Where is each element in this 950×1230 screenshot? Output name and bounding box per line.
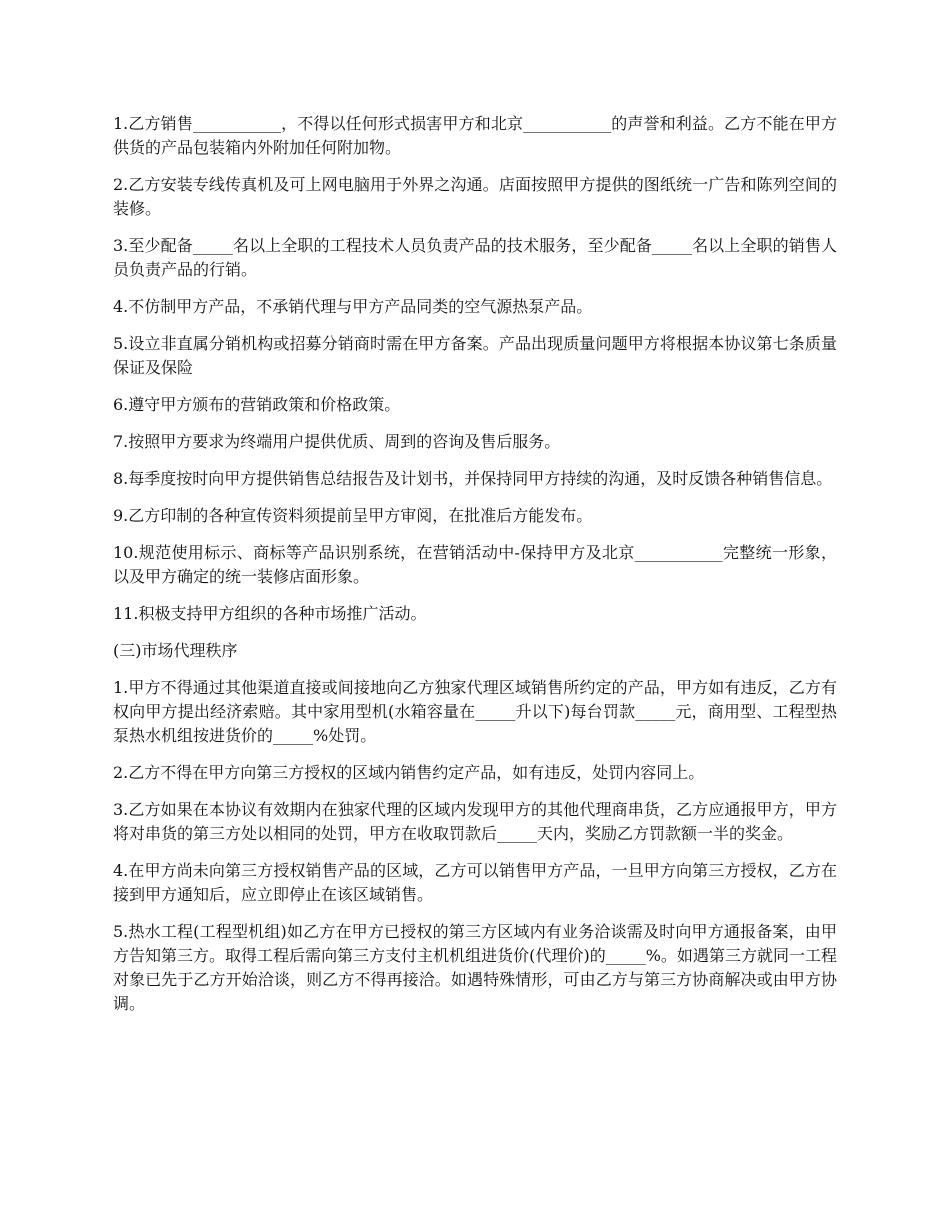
paragraph-2: 2.乙方安装专线传真机及可上网电脑用于外界之沟通。店面按照甲方提供的图纸统一广告和陈列空间的装修。 — [113, 175, 837, 218]
market-paragraph-4: 4.在甲方尚未向第三方授权销售产品的区域，乙方可以销售甲方产品，一旦甲方向第三方授权，乙方在接到甲方通知后，应立即停止在该区域销售。 — [113, 861, 837, 904]
paragraph-4: 4.不仿制甲方产品，不承销代理与甲方产品同类的空气源热泵产品。 — [113, 297, 593, 316]
document-page — [113, 112, 837, 1029]
market-paragraph-3: 3.乙方如果在本协议有效期内在独家代理的区域内发现甲方的其他代理商串货，乙方应通报甲方，甲方将对串货的第三方处以相同的处罚，甲方在收取罚款后_____天内，奖励乙方罚款额一半的奖金。 — [113, 800, 837, 843]
paragraph-11: 11.积极支持甲方组织的各种市场推广活动。 — [113, 604, 427, 623]
market-paragraph-5: 5.热水工程(工程型机组)如乙方在甲方已授权的第三方区域内有业务洽谈需及时向甲方通报备案，由甲方告知第三方。取得工程后需向第三方支付主机机组进货价(代理价)的_____%。如遇第三方就同一工程对象已先于乙方开始洽谈，则乙方不得再接洽。如遇特殊情形，可由乙方与第三方协商解决或由甲方协调。 — [113, 922, 837, 1013]
paragraph-7: 7.按照甲方要求为终端用户提供优质、周到的咨询及售后服务。 — [113, 432, 561, 451]
paragraph-5: 5.设立非直属分销机构或招募分销商时需在甲方备案。产品出现质量问题甲方将根据本协议第七条质量保证及保险 — [113, 334, 837, 377]
market-paragraph-2: 2.乙方不得在甲方向第三方授权的区域内销售约定产品，如有违反，处罚内容同上。 — [113, 763, 705, 782]
paragraph-6: 6.遵守甲方颁布的营销政策和价格政策。 — [113, 395, 401, 414]
paragraph-1: 1.乙方销售___________，不得以任何形式损害甲方和北京___________的声誉和利益。乙方不能在甲方供货的产品包装箱内外附加任何附加物。 — [113, 114, 837, 157]
paragraph-3: 3.至少配备_____名以上全职的工程技术人员负责产品的技术服务，至少配备_____名以上全职的销售人员负责产品的行销。 — [113, 236, 837, 279]
paragraph-10: 10.规范使用标示、商标等产品识别系统，在营销活动中-保持甲方及北京___________完整统一形象，以及甲方确定的统一装修店面形象。 — [113, 543, 837, 586]
paragraph-8: 8.每季度按时向甲方提供销售总结报告及计划书，并保持同甲方持续的沟通，及时反馈各种销售信息。 — [113, 469, 833, 488]
paragraph-9: 9.乙方印制的各种宣传资料须提前呈甲方审阅，在批准后方能发布。 — [113, 506, 593, 525]
section-heading-market-order: (三)市场代理秩序 — [113, 641, 238, 660]
market-paragraph-1: 1.甲方不得通过其他渠道直接或间接地向乙方独家代理区域销售所约定的产品，甲方如有违反，乙方有权向甲方提出经济索赔。其中家用型机(水箱容量在_____升以下)每台罚款_____元，商用型、工程型热泵热水机组按进货价的_____%处罚。 — [113, 678, 837, 745]
